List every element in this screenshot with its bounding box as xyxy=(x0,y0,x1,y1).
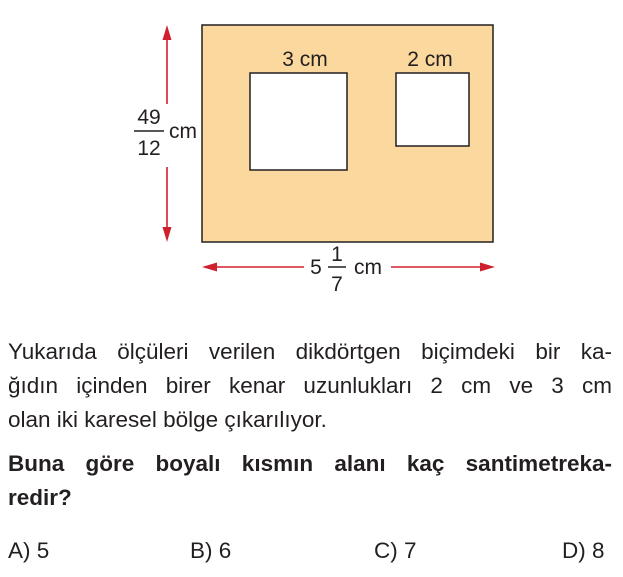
width-arrow xyxy=(202,263,495,272)
height-unit: cm xyxy=(169,120,197,143)
height-numerator: 49 xyxy=(137,106,161,129)
width-denominator: 7 xyxy=(331,273,343,296)
problem-line-3: olan iki karesel bölge çıkarılıyor. xyxy=(8,407,327,432)
choice-d-label: D) xyxy=(562,538,586,563)
choice-b-label: B) xyxy=(190,538,213,563)
question-line-1: Buna göre boyalı kısmın alanı kaç santimetreka- xyxy=(8,451,612,476)
problem-line-2: ğıdın içinden birer kenar uzunlukları 2 cm ve 3 cm xyxy=(8,373,612,398)
choice-c[interactable] xyxy=(374,538,417,564)
choice-b-value: 6 xyxy=(218,538,232,563)
square-3cm-label: 3 cm xyxy=(282,48,328,71)
choice-a-value: 5 xyxy=(36,538,50,563)
choice-b[interactable] xyxy=(190,538,231,564)
choice-a[interactable] xyxy=(8,538,49,564)
choice-d[interactable] xyxy=(562,538,605,564)
question-line-2: redir? xyxy=(8,485,72,510)
width-whole: 5 xyxy=(310,256,322,279)
width-numerator: 1 xyxy=(331,243,343,266)
choice-a-label: A) xyxy=(8,538,31,563)
question-text xyxy=(8,447,612,515)
square-cutout-3cm xyxy=(250,73,347,170)
choice-d-value: 8 xyxy=(592,538,605,563)
choice-c-value: 7 xyxy=(404,538,417,563)
choice-c-label: C) xyxy=(374,538,398,563)
height-label xyxy=(134,106,197,160)
square-2cm-label: 2 cm xyxy=(407,48,453,71)
width-unit: cm xyxy=(354,256,382,279)
answer-choices xyxy=(8,538,612,572)
width-label xyxy=(310,243,382,296)
problem-text xyxy=(8,335,612,437)
problem-line-1: Yukarıda ölçüleri verilen dikdörtgen biçimdeki bir ka- xyxy=(8,339,612,364)
square-cutout-2cm xyxy=(396,73,469,146)
height-denominator: 12 xyxy=(137,137,161,160)
